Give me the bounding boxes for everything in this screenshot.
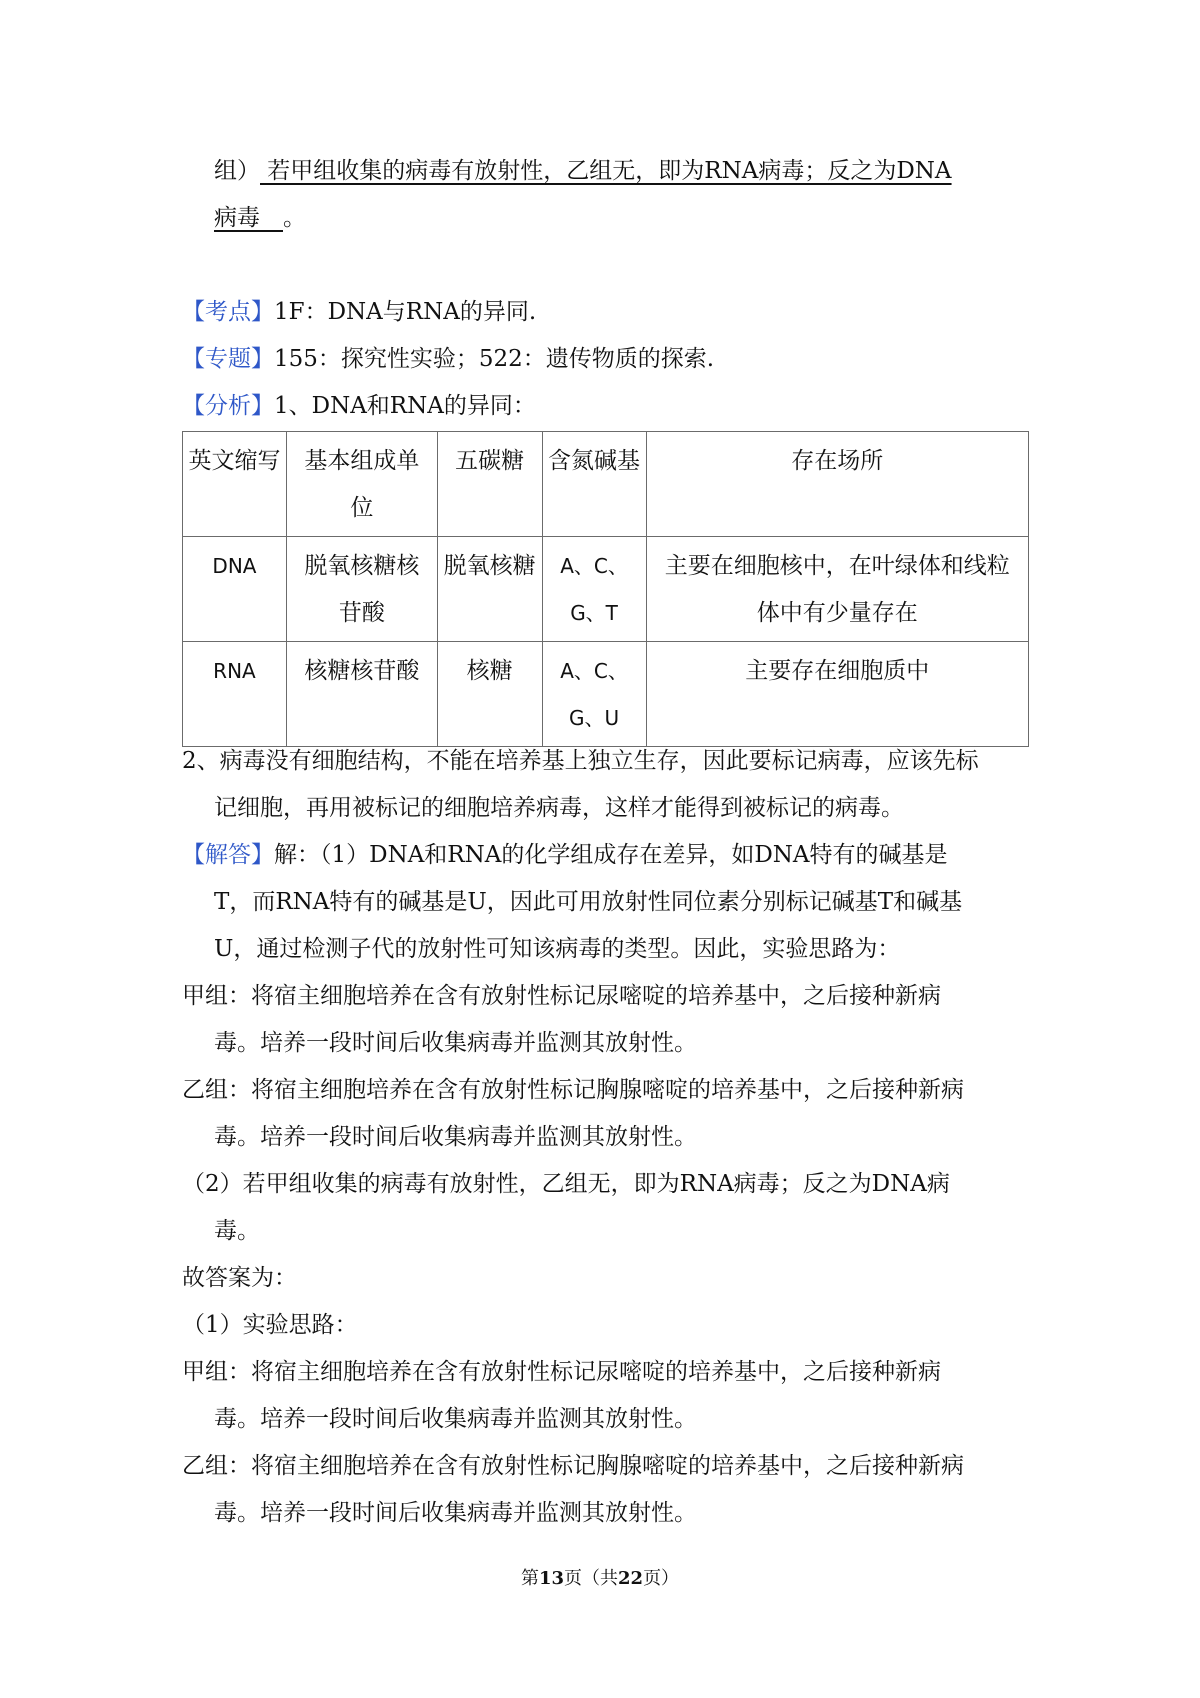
jieda-text: 解：（1）DNA和RNA的化学组成存在差异，如DNA特有的碱基是 [274,842,948,868]
kaodian-tag: 【考点】 [182,299,274,325]
group-suffix: 组） [214,158,260,184]
fenxi-tag: 【分析】 [182,393,274,419]
jieda-yi-line2: 毒。培养一段时间后收集病毒并监测其放射性。 [214,1124,697,1150]
table-cell: 主要在细胞核中，在叶绿体和线粒体中有少量存在 [646,537,1028,642]
table-cell: 核糖 [437,642,542,747]
answer-jia-line1: 甲组：将宿主细胞培养在含有放射性标记尿嘧啶的培养基中，之后接种新病 [182,1359,941,1385]
table-header-cell: 存在场所 [646,432,1028,537]
table-header-cell: 五碳糖 [437,432,542,537]
footer-prefix: 第 [520,1568,539,1589]
table-header-cell: 含氮碱基 [542,432,646,537]
zhuanti-line [182,344,714,374]
footer-middle: 页（共 [564,1568,618,1589]
answer-yi-line1: 乙组：将宿主细胞培养在含有放射性标记胸腺嘧啶的培养基中，之后接种新病 [182,1453,964,1479]
table-cell: 核糖核苷酸 [286,642,437,747]
table-cell: 脱氧核糖 [437,537,542,642]
answer-jia-line2: 毒。培养一段时间后收集病毒并监测其放射性。 [214,1406,697,1432]
fenxi-line [182,391,536,421]
answer-intro: 故答案为： [182,1265,297,1291]
table-cell: 脱氧核糖核苷酸 [286,537,437,642]
table-cell: 主要存在细胞质中 [646,642,1028,747]
table-cell: A、C、G、T [542,537,646,642]
jieda-p2-line2: 毒。 [214,1218,260,1244]
jieda-line1 [182,840,948,870]
answer-continuation-line2 [214,203,306,233]
table-cell: A、C、G、U [542,642,646,747]
answer-fill-blank-2: 病毒 [214,205,260,231]
answer-fill-blank-1: 若甲组收集的病毒有放射性，乙组无，即为RNA病毒；反之为DNA [260,158,952,184]
table-cell: RNA [183,642,287,747]
jieda-yi-line1: 乙组：将宿主细胞培养在含有放射性标记胸腺嘧啶的培养基中，之后接种新病 [182,1077,964,1103]
jieda-jia-line1: 甲组：将宿主细胞培养在含有放射性标记尿嘧啶的培养基中，之后接种新病 [182,983,941,1009]
kaodian-text: 1F：DNA与RNA的异同. [274,299,537,325]
table-row [183,642,1029,747]
dna-rna-comparison-table [182,431,1029,747]
answer-p1: （1）实验思路： [182,1312,358,1338]
jieda-line2: T，而RNA特有的碱基是U，因此可用放射性同位素分别标记碱基T和碱基 [214,889,963,915]
jieda-tag: 【解答】 [182,842,274,868]
footer-page-number: 13 [538,1568,564,1589]
page-footer [0,1564,1200,1590]
answer-continuation-line1 [214,156,952,186]
jieda-p2-line1: （2）若甲组收集的病毒有放射性，乙组无，即为RNA病毒；反之为DNA病 [182,1171,950,1197]
point2-line2: 记细胞，再用被标记的细胞培养病毒，这样才能得到被标记的病毒。 [214,795,904,821]
zhuanti-text: 155：探究性实验；522：遗传物质的探索. [274,346,715,372]
jieda-jia-line2: 毒。培养一段时间后收集病毒并监测其放射性。 [214,1030,697,1056]
fenxi-text: 1、DNA和RNA的异同： [274,393,536,419]
point2-line1: 2、病毒没有细胞结构，不能在培养基上独立生存，因此要标记病毒，应该先标 [182,748,979,774]
table-header-cell: 英文缩写 [183,432,287,537]
kaodian-line [182,297,536,327]
jieda-line3: U，通过检测子代的放射性可知该病毒的类型。因此，实验思路为： [214,936,901,962]
table-row [183,537,1029,642]
zhuanti-tag: 【专题】 [182,346,274,372]
footer-suffix: 页） [643,1568,680,1589]
footer-total-pages: 22 [618,1568,644,1589]
answer-yi-line2: 毒。培养一段时间后收集病毒并监测其放射性。 [214,1500,697,1526]
table-cell: DNA [183,537,287,642]
period: 。 [283,205,306,231]
table-header-row [183,432,1029,537]
table-header-cell: 基本组成单位 [286,432,437,537]
